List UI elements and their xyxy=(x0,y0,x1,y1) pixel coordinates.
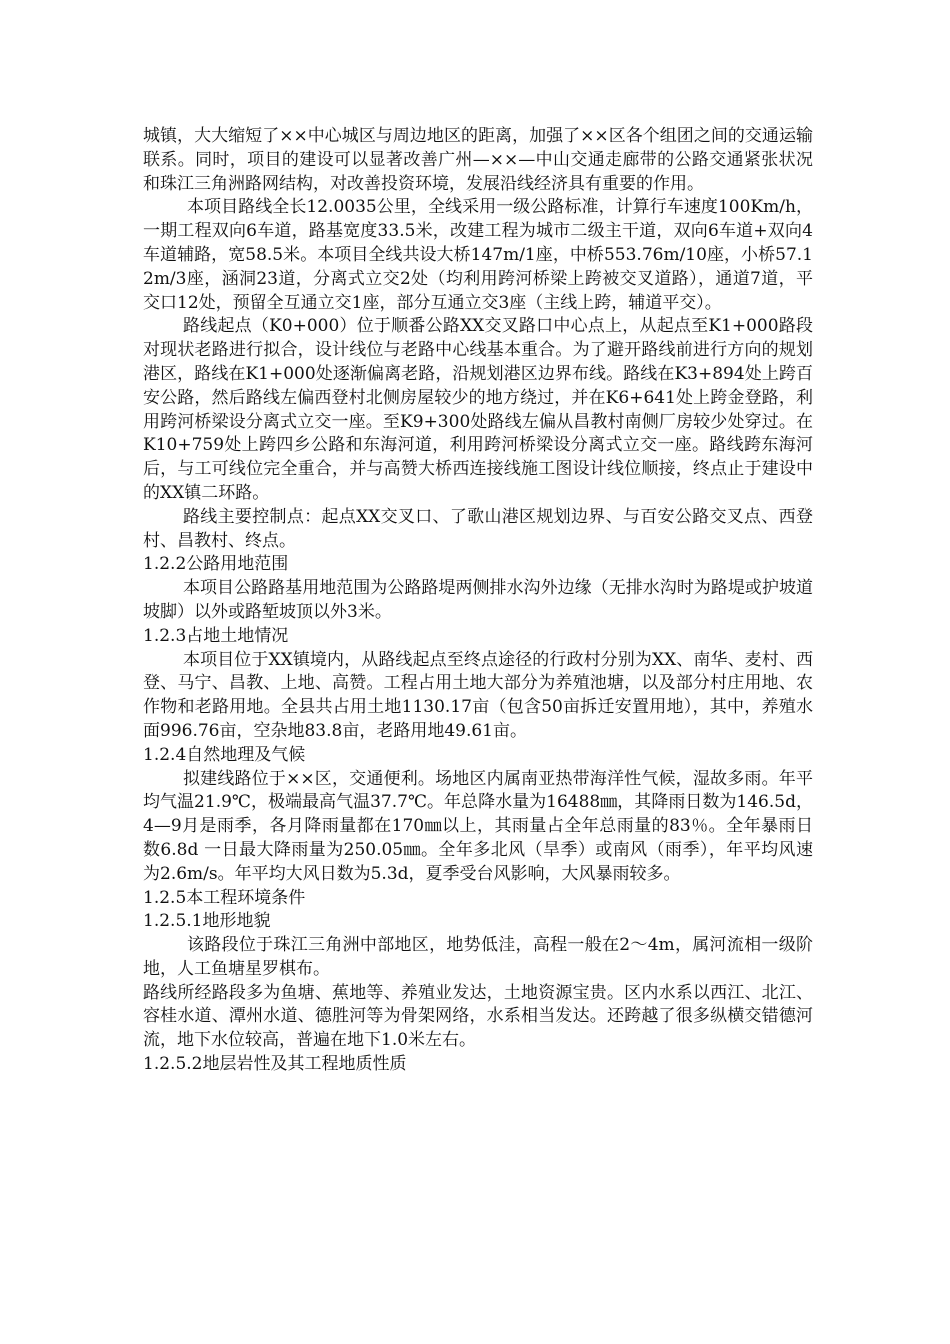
paragraph-terrain: 该路段位于珠江三角洲中部地区，地势低洼，高程一般在2～4m，属河流相一级阶地，人工鱼塘星罗棋布。 xyxy=(143,935,813,979)
paragraph-route-overview: 本项目路线全长12.0035公里，全线采用一级公路标准，计算行车速度100Km/h，一期工程双向6车道，路基宽度33.5米，改建工程为城市二级主干道，双向6车道+双向4车道辅路，宽58.5米。本项目全线共设大桥147m/1座，中桥553.76m/10座，小桥57.12m/3座，涵洞23道，分离式立交2处（均利用跨河桥梁上跨被交叉道路），通道7道，平交口12处，预留全互通立交1座，部分互通立交3座（主线上跨，辅道平交）。 xyxy=(143,197,813,313)
heading-1-2-2: 1.2.2公路用地范围 xyxy=(143,554,289,575)
heading-1-2-5: 1.2.5本工程环境条件 xyxy=(143,887,306,908)
heading-1-2-5-2: 1.2.5.2地层岩性及其工程地质性质 xyxy=(143,1054,407,1075)
paragraph-land-scope: 本项目公路路基用地范围为公路路堤两侧排水沟外边缘（无排水沟时为路堤或护坡道坡脚）以外或路堑坡顶以外3米。 xyxy=(143,578,813,622)
paragraph-land-occupation: 本项目位于XX镇境内，从路线起点至终点途径的行政村分别为XX、南华、麦村、西登、马宁、昌教、上地、高赞。工程占用土地大部分为养殖池塘，以及部分村庄用地、农作物和老路用地。全县共占用土地1130.17亩（包含50亩拆迁安置用地），其中，养殖水面996.76亩，空杂地83.8亩，老路用地49.61亩。 xyxy=(143,649,813,741)
document-page xyxy=(143,125,813,1077)
paragraph-intro: 城镇，大大缩短了××中心城区与周边地区的距离，加强了××区各个组团之间的交通运输联系。同时，项目的建设可以显著改善广州—××—中山交通走廊带的公路交通紧张状况和珠江三角洲路网结构，对改善投资环境，发展沿线经济具有重要的作用。 xyxy=(143,126,813,194)
heading-1-2-5-1: 1.2.5.1地形地貌 xyxy=(143,911,271,932)
paragraph-control-points: 路线主要控制点：起点XX交叉口、了歌山港区规划边界、与百安公路交叉点、西登村、昌教村、终点。 xyxy=(143,506,813,551)
paragraph-route-alignment: 路线起点（K0+000）位于顺番公路XX交叉路口中心点上，从起点至K1+000路段对现状老路进行拟合，设计线位与老路中心线基本重合。为了避开路线前进行方向的规划港区，路线在K1+000处逐渐偏离老路，沿规划港区边界布线。路线在K3+894处上跨百安公路，然后路线左偏西登村北侧房屋较少的地方绕过，并在K6+641处上跨金登路，利用跨河桥梁设分离式立交一座。至K9+300处路线左偏从昌教村南侧厂房较少处穿过。在K10+759处上跨四乡公路和东海河道，利用跨河桥梁设分离式立交一座。路线跨东海河后，与工可线位完全重合，并与高赞大桥西连接线施工图设计线位顺接，终点止于建设中的XX镇二环路。 xyxy=(143,316,813,503)
heading-1-2-4: 1.2.4自然地理及气候 xyxy=(143,744,306,765)
heading-1-2-3: 1.2.3占地土地情况 xyxy=(143,625,289,646)
paragraph-water-system: 路线所经路段多为鱼塘、蕉地等、养殖业发达，土地资源宝贵。区内水系以西江、北江、容桂水道、潭州水道、德胜河等为骨架网络，水系相当发达。还跨越了很多纵横交错德河流，地下水位较高，普遍在地下1.0米左右。 xyxy=(143,982,813,1051)
paragraph-climate: 拟建线路位于××区，交通便利。场地区内属南亚热带海洋性气候，湿故多雨。年平均气温21.9℃，极端最高气温37.7℃。年总降水量为16488㎜，其降雨日数为146.5d，4—9月是雨季，各月降雨量都在170㎜以上，其雨量占全年总雨量的83％。全年暴雨日数6.8d 一日最大降雨量为250.05㎜。全年多北风（旱季）或南风（雨季），年平均风速为2.6m/s。年平均大风日数为5.3d，夏季受台风影响，大风暴雨较多。 xyxy=(143,768,813,884)
